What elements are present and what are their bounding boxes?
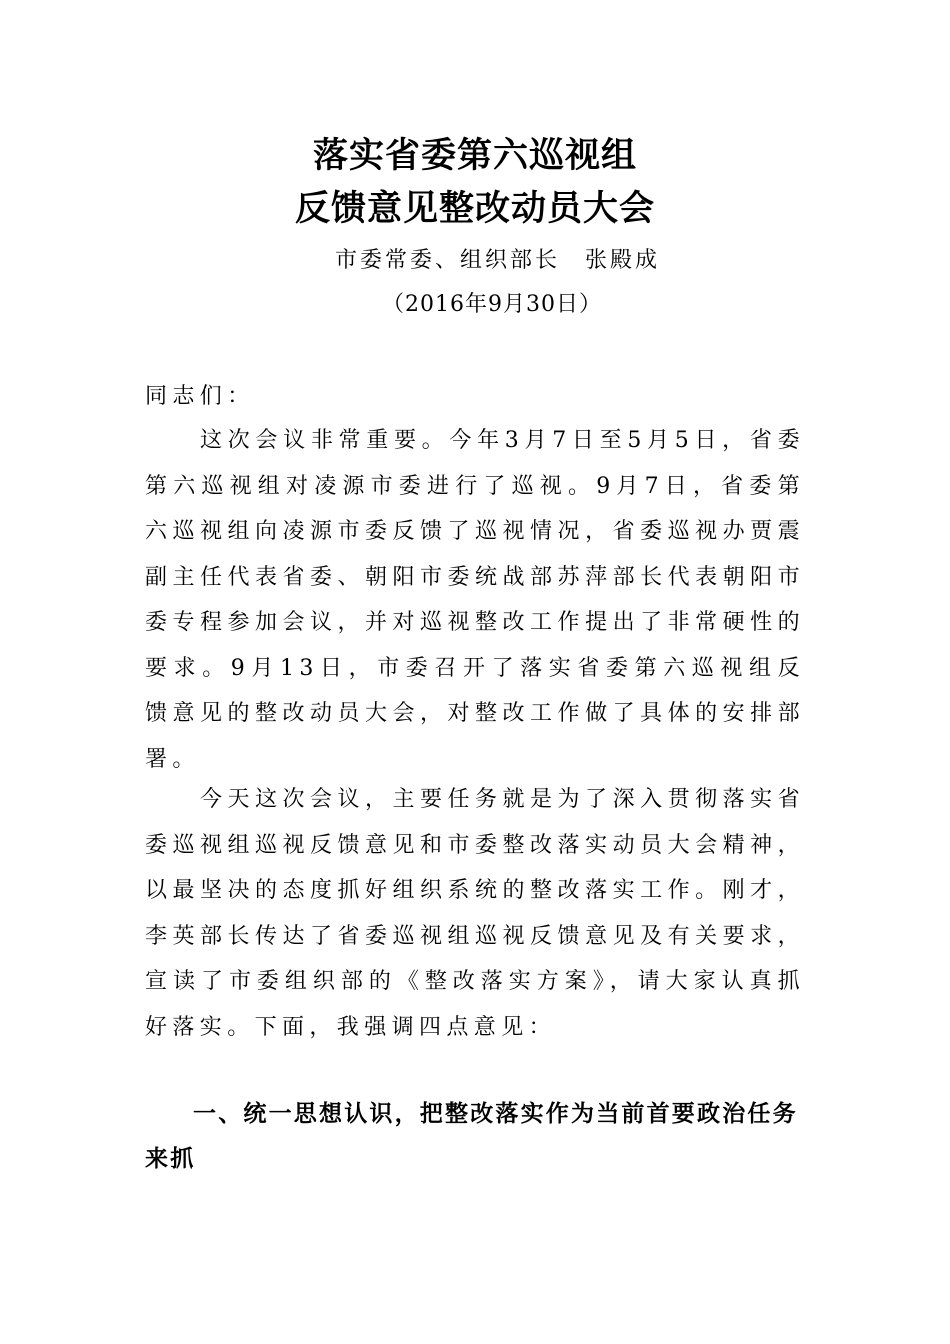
paragraph-1: 这次会议非常重要。今年3月7日至5月5日，省委第六巡视组对凌源市委进行了巡视。9月7日，省委第六巡视组向凌源市委反馈了巡视情况，省委巡视办贾震副主任代表省委、朝阳市委统战部苏萍部长代表朝阳市委专程参加会议，并对巡视整改工作提出了非常硬性的要求。9月13日，市委召开了落实省委第六巡视组反馈意见的整改动员大会，对整改工作做了具体的安排部署。 [145,428,805,772]
salutation: 同志们： [145,384,255,409]
paragraph-2: 今天这次会议，主要任务就是为了深入贯彻落实省委巡视组巡视反馈意见和市委整改落实动员大会精神，以最坚决的态度抓好组织系统的整改落实工作。刚才，李英部长传达了省委巡视组巡视反馈意见及有关要求，宣读了市委组织部的《整改落实方案》，请大家认真抓好落实。下面，我强调四点意见： [145,787,805,1040]
section-heading-1: 一、统一思想认识，把整改落实作为当前首要政治任务来抓 [145,1101,798,1172]
speech-date: （2016年9月30日） [382,292,602,317]
speaker-byline: 市委常委、组织部长 张殿成 [335,248,661,273]
title-line-1: 落实省委第六巡视组 [312,136,637,176]
title-line-2: 反馈意见整改动员大会 [294,189,655,229]
